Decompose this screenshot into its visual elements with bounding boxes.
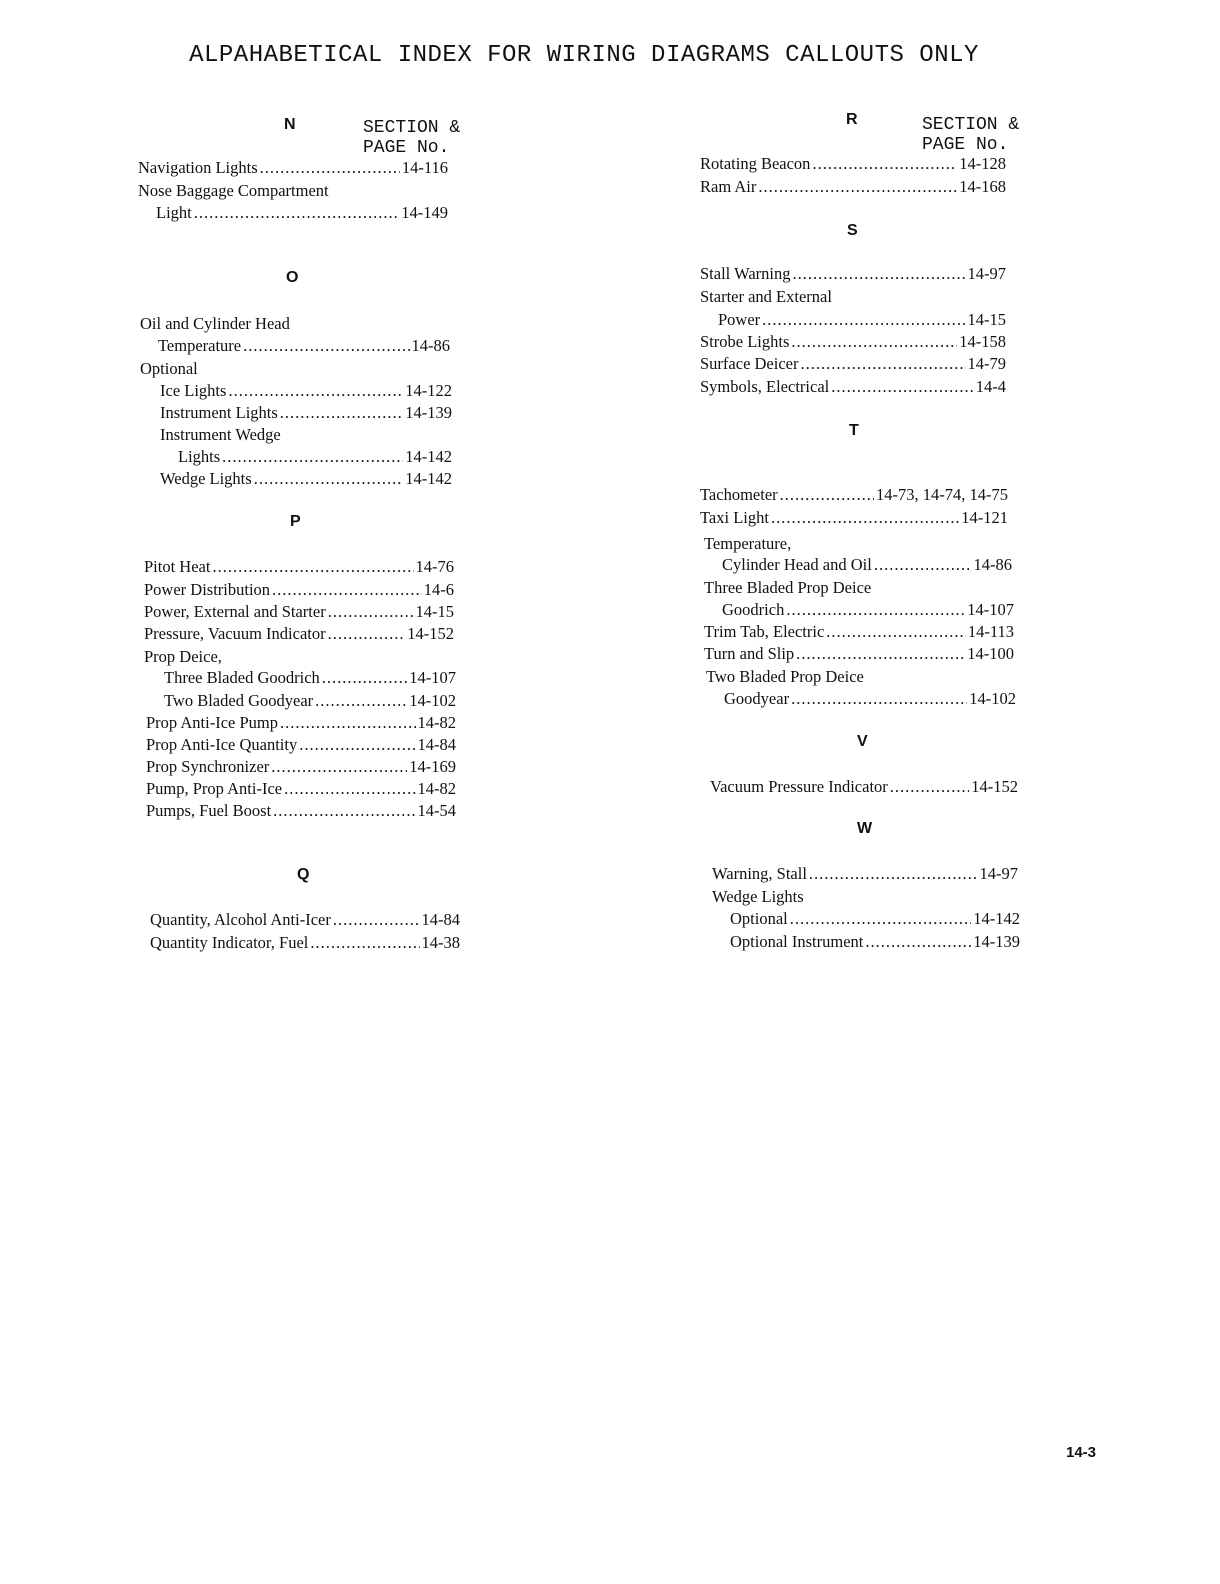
entry-text: Warning, Stall — [712, 864, 807, 883]
index-entry: Oil and Cylinder Head — [140, 314, 290, 333]
entry-page: 14-15 — [967, 310, 1006, 329]
index-entry — [712, 864, 1018, 884]
entry-text: Prop Anti-Ice Pump — [146, 713, 278, 732]
entry-page: 14-116 — [401, 158, 448, 177]
index-entry — [150, 910, 460, 930]
entry-page: 14-84 — [421, 910, 460, 929]
letter-heading-w: W — [857, 820, 873, 837]
index-entry: Temperature, — [704, 534, 792, 553]
entry-page: 14-158 — [959, 332, 1006, 351]
entry-page: 14-82 — [417, 779, 456, 798]
index-entry — [704, 622, 1014, 642]
letter-heading-s: S — [847, 222, 858, 239]
letter-heading-t: T — [849, 422, 859, 439]
index-entry — [722, 600, 1014, 620]
index-entry — [156, 203, 448, 223]
entry-text: Pitot Heat — [144, 557, 211, 576]
index-entry: Two Bladed Prop Deice — [706, 667, 864, 686]
index-entry — [158, 336, 450, 356]
index-entry — [730, 909, 1020, 929]
entry-page: 14-102 — [409, 691, 456, 710]
entry-text: Trim Tab, Electric — [704, 622, 825, 641]
entry-text: Light — [156, 203, 192, 222]
entry-text: Power Distribution — [144, 580, 271, 599]
entry-text: Power — [718, 310, 761, 329]
entry-text: Temperature — [158, 336, 242, 355]
index-entry — [700, 508, 1008, 528]
entry-page: 14-97 — [979, 864, 1018, 883]
section-header-line1: SECTION & — [363, 118, 461, 138]
entry-text: Turn and Slip — [704, 644, 795, 663]
index-entry — [138, 158, 448, 178]
entry-text: Taxi Light — [700, 508, 769, 527]
index-entry — [710, 777, 1018, 797]
entry-page: 14-82 — [417, 713, 456, 732]
index-entry — [718, 310, 1006, 330]
entry-text: Cylinder Head and Oil — [722, 555, 872, 574]
letter-heading-o: O — [286, 269, 299, 286]
letter-heading-q: Q — [297, 866, 310, 883]
index-entry — [700, 264, 1006, 284]
index-entry: Wedge Lights — [712, 887, 804, 906]
index-entry: Three Bladed Prop Deice — [704, 578, 872, 597]
index-entry — [146, 713, 456, 733]
entry-page: 14-54 — [417, 801, 456, 820]
entry-page: 14-6 — [423, 580, 454, 599]
entry-text: Optional Instrument — [730, 932, 864, 951]
entry-text: Pumps, Fuel Boost — [146, 801, 272, 820]
section-header-line1: SECTION & — [922, 115, 1020, 135]
index-entry — [730, 932, 1020, 952]
section-page-header-right — [922, 115, 1019, 155]
entry-page: 14-79 — [967, 354, 1006, 373]
section-page-header-left — [363, 118, 460, 158]
entry-page: 14-142 — [405, 469, 452, 488]
entry-text: Quantity, Alcohol Anti-Icer — [150, 910, 331, 929]
entry-page: 14-152 — [971, 777, 1018, 796]
entry-page: 14-142 — [405, 447, 452, 466]
index-entry — [700, 485, 1008, 505]
entry-page: 14-84 — [417, 735, 456, 754]
entry-page: 14-139 — [973, 932, 1020, 951]
entry-text: Quantity Indicator, Fuel — [150, 933, 309, 952]
entry-page: 14-121 — [961, 508, 1008, 527]
entry-page: 14-152 — [407, 624, 454, 643]
index-entry — [178, 447, 452, 467]
index-entry — [722, 555, 1012, 575]
entry-page: 14-149 — [401, 203, 448, 222]
entry-page: 14-169 — [409, 757, 456, 776]
index-entry — [144, 602, 454, 622]
index-entry: Instrument Wedge — [160, 425, 281, 444]
entry-text: Prop Synchronizer — [146, 757, 270, 776]
entry-text: Prop Anti-Ice Quantity — [146, 735, 298, 754]
entry-text: Goodyear — [724, 689, 790, 708]
entry-text: Optional — [730, 909, 788, 928]
entry-page: 14-86 — [411, 336, 450, 355]
entry-page: 14-4 — [975, 377, 1006, 396]
letter-heading-p: P — [290, 513, 301, 530]
index-entry — [160, 381, 452, 401]
entry-text: Tachometer — [700, 485, 778, 504]
index-entry — [144, 624, 454, 644]
index-entry: Optional — [140, 359, 198, 378]
entry-text: Power, External and Starter — [144, 602, 326, 621]
entry-text: Instrument Lights — [160, 403, 278, 422]
index-entry — [700, 377, 1006, 397]
index-entry — [146, 757, 456, 777]
entry-page: 14-86 — [973, 555, 1012, 574]
index-entry — [700, 354, 1006, 374]
letter-heading-n: N — [284, 116, 296, 133]
index-entry — [700, 177, 1006, 197]
entry-page: 14-168 — [959, 177, 1006, 196]
entry-text: Symbols, Electrical — [700, 377, 830, 396]
index-entry — [146, 801, 456, 821]
entry-text: Wedge Lights — [160, 469, 252, 488]
entry-text: Three Bladed Goodrich — [164, 668, 320, 687]
entry-text: Goodrich — [722, 600, 785, 619]
index-entry — [160, 403, 452, 423]
entry-text: Surface Deicer — [700, 354, 799, 373]
entry-text: Stall Warning — [700, 264, 791, 283]
entry-text: Ram Air — [700, 177, 757, 196]
letter-heading-r: R — [846, 111, 858, 128]
entry-text: Ice Lights — [160, 381, 227, 400]
entry-page: 14-102 — [969, 689, 1016, 708]
entry-text: Navigation Lights — [138, 158, 258, 177]
entry-page: 14-142 — [973, 909, 1020, 928]
entry-page: 14-107 — [409, 668, 456, 687]
index-entry — [146, 735, 456, 755]
entry-page: 14-139 — [405, 403, 452, 422]
entry-text: Vacuum Pressure Indicator — [710, 777, 888, 796]
entry-page: 14-122 — [405, 381, 452, 400]
entry-page: 14-113 — [967, 622, 1014, 641]
section-header-line2: PAGE No. — [922, 135, 1009, 155]
entry-page: 14-73, 14-74, 14-75 — [876, 485, 1008, 504]
entry-text: Two Bladed Goodyear — [164, 691, 314, 710]
entry-text: Lights — [178, 447, 221, 466]
entry-page: 14-107 — [967, 600, 1014, 619]
index-entry — [160, 469, 452, 489]
page-title: ALPAHABETICAL INDEX FOR WIRING DIAGRAMS CALLOUTS ONLY — [189, 42, 979, 69]
index-entry — [144, 580, 454, 600]
letter-heading-v: V — [857, 733, 868, 750]
entry-page: 14-76 — [415, 557, 454, 576]
entry-text: Pressure, Vacuum Indicator — [144, 624, 326, 643]
entry-text: Strobe Lights — [700, 332, 790, 351]
index-entry — [164, 691, 456, 711]
index-entry — [164, 668, 456, 688]
index-entry — [700, 332, 1006, 352]
entry-page: 14-100 — [967, 644, 1014, 663]
entry-page: 14-97 — [967, 264, 1006, 283]
entry-page: 14-15 — [415, 602, 454, 621]
index-entry — [144, 557, 454, 577]
index-entry: Prop Deice, — [144, 647, 222, 666]
entry-text: Rotating Beacon — [700, 154, 811, 173]
entry-page: 14-38 — [421, 933, 460, 952]
index-entry: Starter and External — [700, 287, 832, 306]
index-entry — [150, 933, 460, 953]
index-entry — [724, 689, 1016, 709]
index-entry — [146, 779, 456, 799]
page-number: 14-3 — [1066, 1444, 1097, 1461]
index-entry — [700, 154, 1006, 174]
section-header-line2: PAGE No. — [363, 138, 450, 158]
index-entry: Nose Baggage Compartment — [138, 181, 329, 200]
entry-page: 14-128 — [959, 154, 1006, 173]
entry-text: Pump, Prop Anti-Ice — [146, 779, 283, 798]
index-entry — [704, 644, 1014, 664]
